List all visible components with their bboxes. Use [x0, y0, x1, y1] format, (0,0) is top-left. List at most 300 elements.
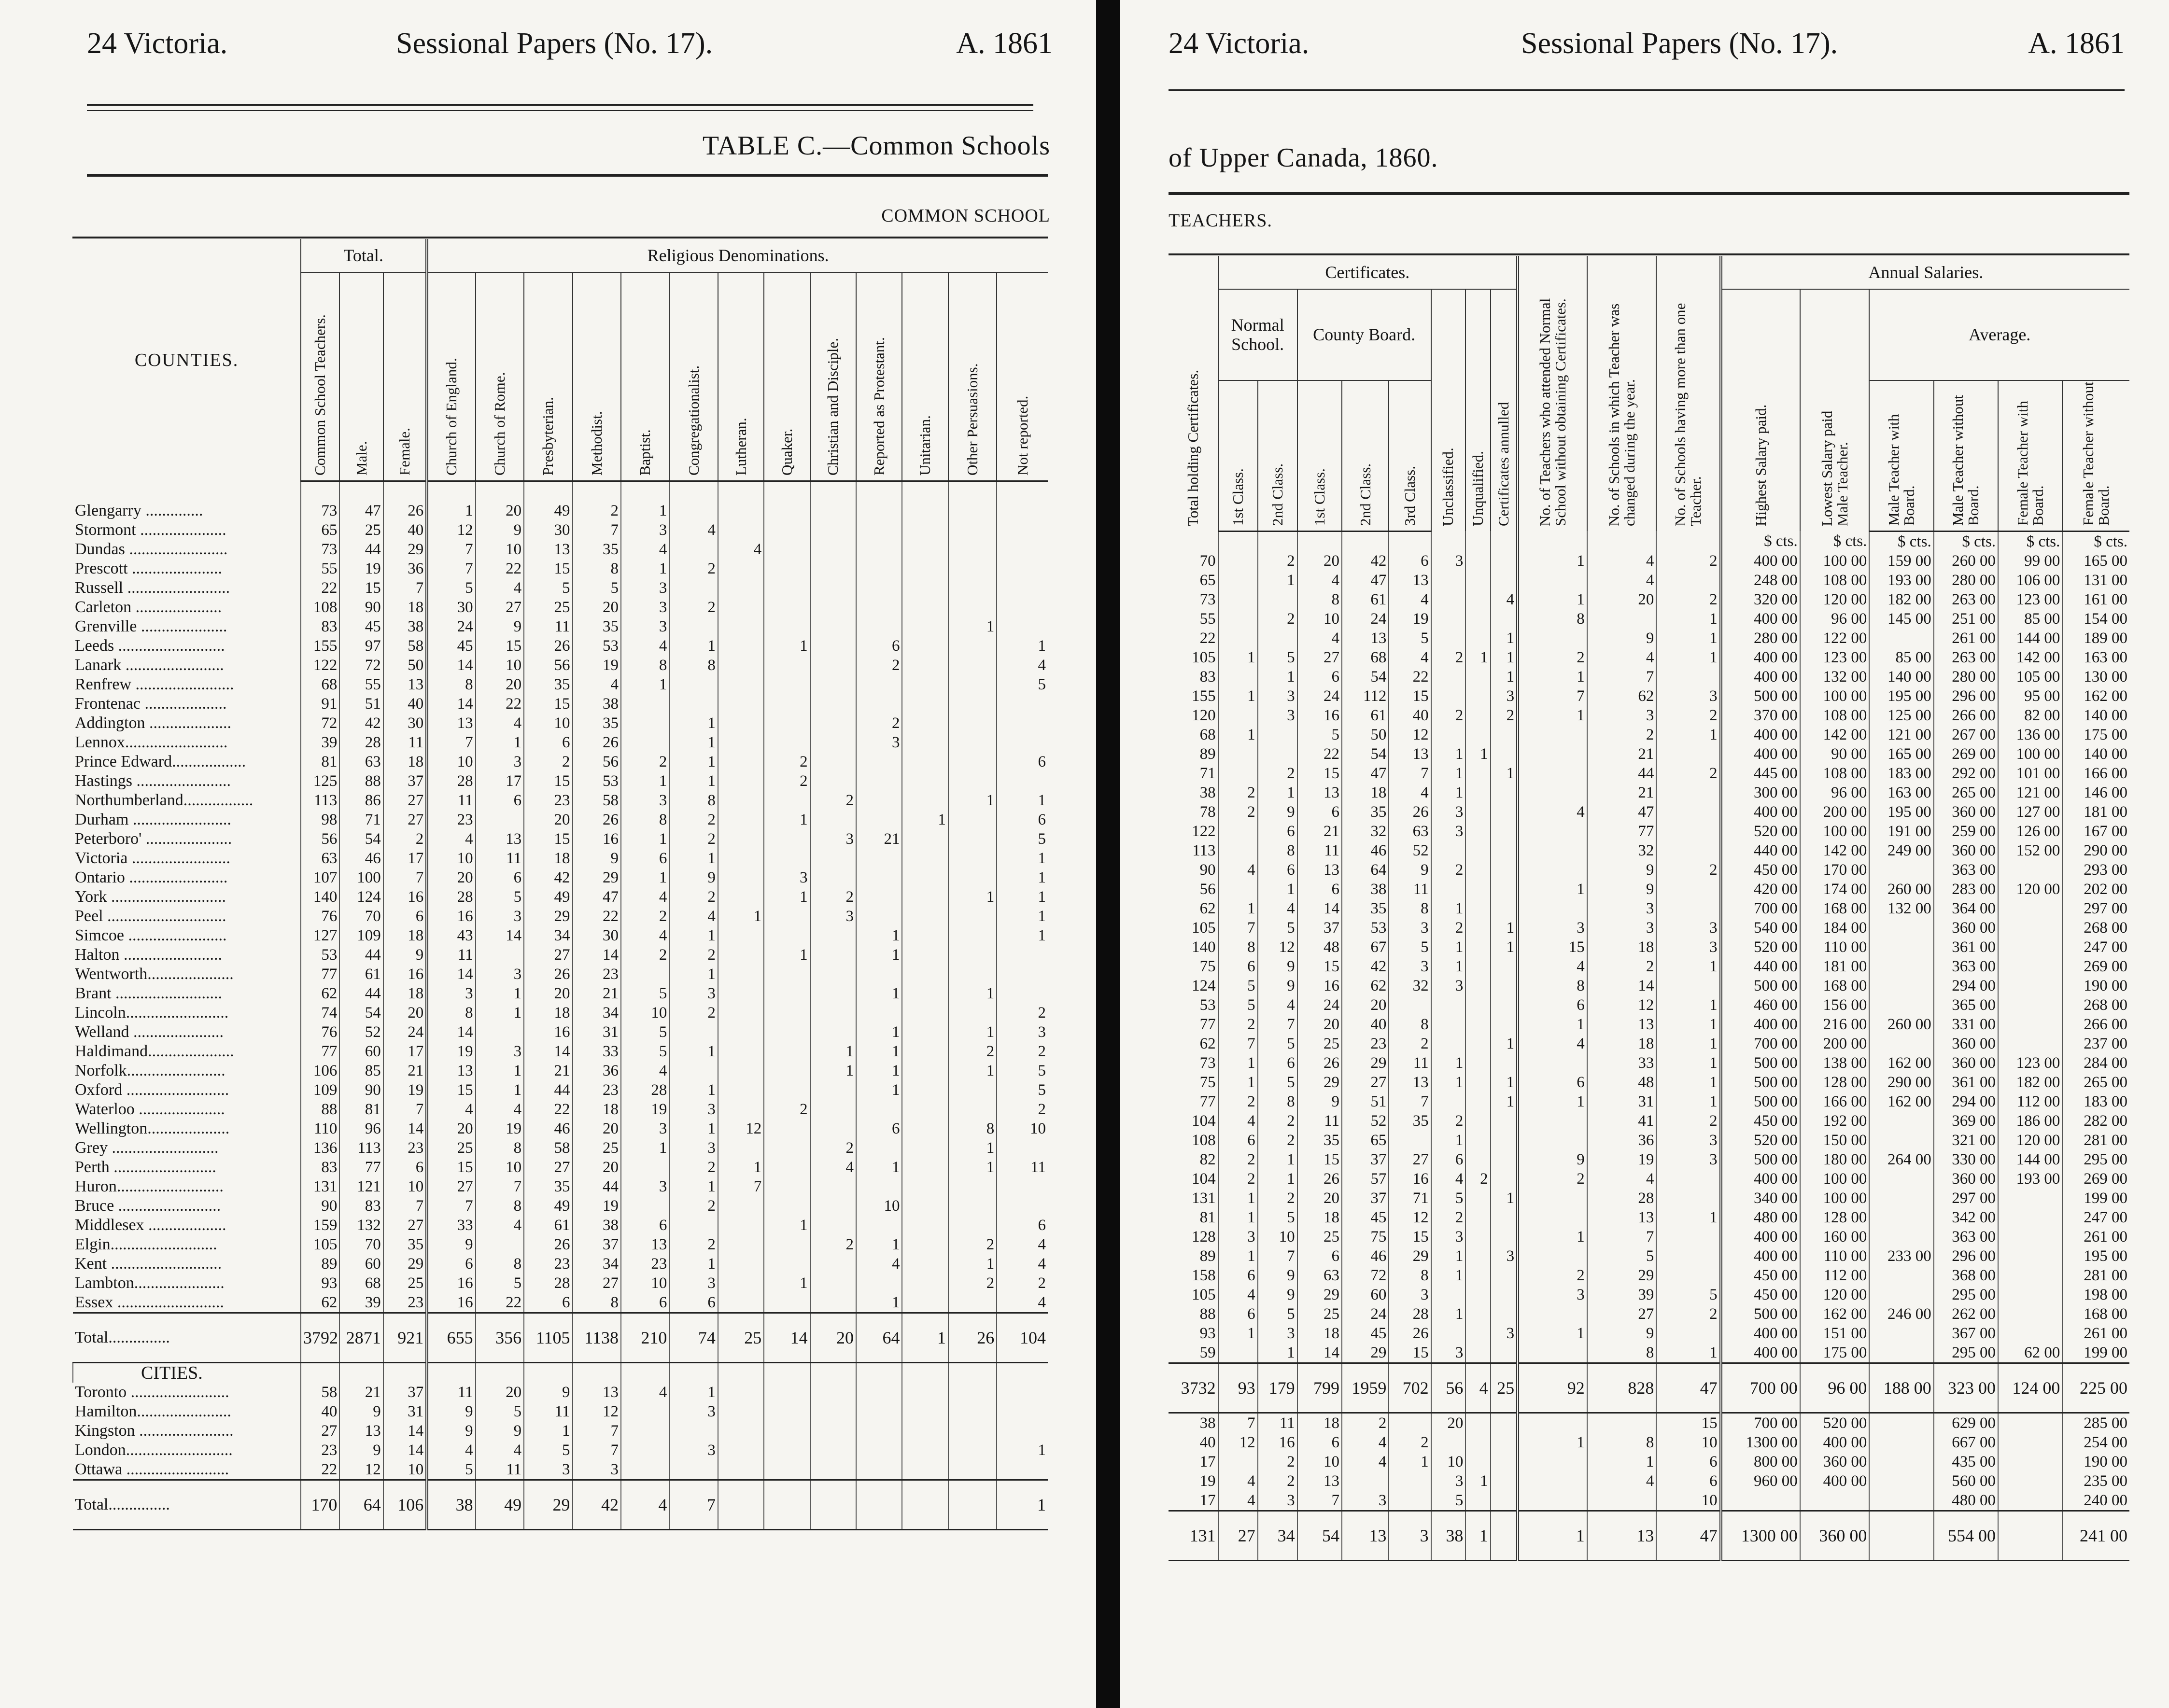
right-page	[1120, 0, 2169, 1708]
cell	[810, 1480, 856, 1530]
cell: 5	[997, 1061, 1048, 1080]
cell: 360 00	[1934, 802, 1998, 822]
row-label: Elgin..........................	[75, 1235, 217, 1253]
cell: 50	[1342, 725, 1389, 744]
cell: 70	[339, 907, 383, 926]
cell: 20	[427, 1119, 475, 1138]
cell	[997, 945, 1048, 965]
cell: 265 00	[2062, 1073, 2129, 1092]
cell	[997, 733, 1048, 752]
cell: 27	[573, 1274, 621, 1293]
cell: 175 00	[1800, 1343, 1870, 1363]
cell: 1	[476, 733, 524, 752]
cell	[1656, 1189, 1720, 1208]
cell: 295 00	[1934, 1343, 1998, 1363]
cell: 40	[301, 1402, 339, 1421]
cell: 2	[997, 1003, 1048, 1022]
cell	[902, 945, 948, 965]
cell: 3	[1491, 1324, 1518, 1343]
cell: 55	[1199, 610, 1216, 628]
cell: 13	[383, 675, 427, 694]
cell	[1998, 1491, 2062, 1511]
cell	[810, 578, 856, 598]
county-row	[1169, 995, 2129, 1015]
cell: 4	[427, 1100, 475, 1119]
cell	[718, 1061, 764, 1080]
cell: 5	[997, 829, 1048, 849]
cell	[718, 1216, 764, 1235]
cell: 16	[427, 1274, 475, 1293]
cell: 1	[1518, 667, 1587, 686]
cell	[997, 501, 1048, 520]
spacer-cell	[476, 481, 524, 502]
cell: 168 00	[1800, 899, 1870, 918]
cell: 167 00	[2062, 822, 2129, 841]
cell: 51	[339, 694, 383, 714]
county-row	[73, 771, 1048, 791]
cell: 500 00	[1721, 1073, 1800, 1092]
cell	[948, 1177, 997, 1196]
row-label: Dundas ........................	[75, 540, 228, 558]
cell	[1218, 880, 1258, 899]
cell: 166 00	[1800, 1092, 1870, 1111]
cell: 241 00	[2062, 1511, 2129, 1560]
cell: 19	[427, 1042, 475, 1061]
cell: 11	[427, 1383, 475, 1402]
cell	[856, 1216, 902, 1235]
cell: 28	[427, 771, 475, 791]
cell: 10	[1297, 1452, 1342, 1471]
cell	[1465, 1189, 1490, 1208]
header-regnal-year: 24 Victoria.	[1169, 27, 1310, 60]
county-row	[1169, 551, 2129, 571]
cell: 22	[476, 559, 524, 578]
cell: 14	[573, 945, 621, 965]
cell: 629 00	[1934, 1414, 1998, 1433]
cell: 3	[1587, 918, 1657, 938]
cell: 1	[1491, 1092, 1518, 1111]
cell: 3732	[1169, 1363, 1218, 1413]
cell: 1	[764, 1216, 810, 1235]
city-row	[73, 1383, 1048, 1402]
cell: 4	[997, 1235, 1048, 1254]
cell: 29	[1297, 1285, 1342, 1304]
cell: 1	[1431, 938, 1466, 957]
cell: 35	[1389, 1111, 1431, 1131]
cell: 2	[1431, 860, 1466, 880]
cell: 9	[476, 1421, 524, 1441]
cell: 1	[997, 1441, 1048, 1460]
cell	[1218, 667, 1258, 686]
cell	[1869, 1266, 1933, 1285]
cell	[1869, 957, 1933, 976]
cell: 96 00	[1800, 609, 1870, 629]
cell	[1518, 1304, 1587, 1324]
cell: 152 00	[1998, 841, 2062, 860]
cell	[621, 1158, 669, 1177]
cell	[718, 714, 764, 733]
cell: 1	[1258, 1169, 1297, 1189]
cell: 12	[1218, 1433, 1258, 1452]
cell: 155	[301, 636, 339, 656]
cell: 38	[1199, 784, 1216, 801]
cell: 8	[669, 791, 718, 810]
cell	[1998, 1015, 2062, 1034]
cell: 8	[476, 1254, 524, 1274]
cell	[1465, 590, 1490, 609]
row-label: Hamilton.......................	[75, 1402, 231, 1420]
cell: 15	[524, 829, 572, 849]
cell	[1587, 1491, 1657, 1511]
cell: 43	[427, 926, 475, 945]
cell	[810, 1441, 856, 1460]
header-year: A. 1861	[956, 27, 1053, 60]
cell: 247 00	[2062, 1208, 2129, 1227]
cell: 450 00	[1721, 1266, 1800, 1285]
cell: 4	[1465, 1363, 1490, 1413]
cell: 25	[1297, 1304, 1342, 1324]
cell: 1	[669, 636, 718, 656]
cell: 3	[669, 1138, 718, 1158]
cell: 1	[1431, 764, 1466, 783]
cell: 23	[621, 1254, 669, 1274]
cell	[1998, 1304, 2062, 1324]
cell: 52	[1342, 1111, 1389, 1131]
cell	[948, 907, 997, 926]
cell: 13	[1587, 1208, 1657, 1227]
cell: 13	[1587, 1015, 1657, 1034]
cell: 28	[524, 1274, 572, 1293]
cell: 450 00	[1721, 1285, 1800, 1304]
cell	[948, 1363, 997, 1383]
cell: 450 00	[1721, 1111, 1800, 1131]
row-label: Lambton......................	[75, 1274, 225, 1292]
cell: 62	[1342, 976, 1389, 995]
cell: 264 00	[1869, 1150, 1933, 1169]
cell: 30	[427, 598, 475, 617]
county-row	[73, 1235, 1048, 1254]
cell: 3	[524, 1460, 572, 1480]
cell: 16	[1297, 976, 1342, 995]
cell: 7	[383, 1100, 427, 1119]
cell	[810, 1080, 856, 1100]
cell	[1869, 1511, 1933, 1560]
row-label: Frontenac ....................	[75, 695, 227, 713]
header-rule	[1169, 89, 2125, 91]
cell: 1	[1218, 725, 1258, 744]
col-male: Male.	[339, 272, 383, 481]
cell: 44	[339, 984, 383, 1003]
cell	[669, 1022, 718, 1042]
cell: 30	[383, 714, 427, 733]
col-county-2nd: 2nd Class.	[1342, 380, 1389, 532]
cell: 367 00	[1934, 1324, 1998, 1343]
group-county-board: County Board.	[1297, 289, 1431, 380]
cell: 31	[1587, 1092, 1657, 1111]
cell: 285 00	[2062, 1414, 2129, 1433]
spacer-cell	[810, 481, 856, 502]
cell: 225 00	[2062, 1363, 2129, 1413]
cell	[1518, 1246, 1587, 1266]
spacer-cell	[764, 481, 810, 502]
cell: 1	[997, 868, 1048, 887]
cell: 21	[339, 1383, 383, 1402]
cell: 7	[1587, 1227, 1657, 1246]
city-total-row	[73, 1480, 1048, 1530]
cell	[1465, 841, 1490, 860]
county-row	[1169, 590, 2129, 609]
cell: 132	[339, 1216, 383, 1235]
header-sessional-papers: Sessional Papers (No. 17).	[396, 27, 713, 60]
row-label: Prescott ......................	[75, 560, 223, 577]
cell: 7	[1218, 1034, 1258, 1053]
cell: 26	[573, 810, 621, 829]
county-row	[73, 540, 1048, 559]
cell	[810, 1254, 856, 1274]
cell: $ cts.	[1998, 531, 2062, 551]
cell: 10	[476, 656, 524, 675]
cell: 37	[383, 771, 427, 791]
cell: 450 00	[1721, 860, 1800, 880]
cell: 216 00	[1800, 1015, 1870, 1034]
cell: 281 00	[2062, 1266, 2129, 1285]
cell: 23	[573, 1080, 621, 1100]
row-label: Victoria ........................	[75, 849, 230, 867]
col-presbyterian: Presbyterian.	[524, 272, 572, 481]
group-annual-salaries: Annual Salaries.	[1721, 256, 2129, 289]
col-unitarian: Unitarian.	[902, 272, 948, 481]
cell: 246 00	[1869, 1304, 1933, 1324]
cell: 2	[856, 714, 902, 733]
cell	[902, 1119, 948, 1138]
cell: 5	[621, 1042, 669, 1061]
cell: 4	[810, 1158, 856, 1177]
cell: 3	[997, 1022, 1048, 1042]
cell: 1	[1431, 957, 1466, 976]
county-row	[73, 1042, 1048, 1061]
cell: 165 00	[2062, 551, 2129, 571]
cell	[764, 1480, 810, 1530]
cell: 38	[1342, 880, 1389, 899]
cell: 1	[948, 1022, 997, 1042]
cell: 65	[1342, 1131, 1389, 1150]
cell	[1465, 571, 1490, 590]
cell: 10	[383, 1177, 427, 1196]
cell	[948, 1480, 997, 1530]
cell	[856, 617, 902, 636]
cell: 27	[524, 945, 572, 965]
cell: 4	[1491, 590, 1518, 609]
cell	[718, 1363, 764, 1383]
cell: 42	[339, 714, 383, 733]
county-row	[73, 675, 1048, 694]
cell: 77	[1587, 822, 1657, 841]
cell: 1	[764, 636, 810, 656]
cell: 64	[339, 1480, 383, 1530]
cell: 1	[1258, 571, 1297, 590]
cell: 57	[1342, 1169, 1389, 1189]
cell: 26	[383, 501, 427, 520]
cell: 199 00	[2062, 1189, 2129, 1208]
cell	[1518, 1452, 1587, 1471]
cell: 123 00	[1998, 1053, 2062, 1073]
cell: 21	[524, 1061, 572, 1080]
cell: 4	[1587, 551, 1657, 571]
cell: 5	[621, 984, 669, 1003]
cell: 142 00	[1998, 648, 2062, 667]
county-row	[73, 501, 1048, 520]
cell	[1431, 609, 1466, 629]
cell: 110 00	[1800, 938, 1870, 957]
cell: 2	[383, 829, 427, 849]
cell: 52	[1389, 841, 1431, 860]
cell: 14	[383, 1441, 427, 1460]
cell: 4	[1218, 1491, 1258, 1511]
cell: 9	[1258, 957, 1297, 976]
cell: 11	[1258, 1414, 1297, 1433]
cell: 121 00	[1998, 783, 2062, 802]
cell: 8	[1258, 1092, 1297, 1111]
cell	[764, 1080, 810, 1100]
cell: 110	[301, 1119, 339, 1138]
cell: 110 00	[1800, 1246, 1870, 1266]
cell: 3	[1587, 706, 1657, 725]
cell	[1518, 1208, 1587, 1227]
col-female-with-board: Female Teacher with Board.	[1998, 380, 2062, 532]
cell: 35	[383, 1235, 427, 1254]
cell	[948, 945, 997, 965]
cell	[1218, 531, 1258, 551]
cell	[718, 791, 764, 810]
cell: 5	[1297, 725, 1342, 744]
county-row	[1169, 802, 2129, 822]
cell	[764, 965, 810, 984]
cell: 5	[524, 578, 572, 598]
cell: 100 00	[1998, 744, 2062, 764]
cell	[718, 520, 764, 540]
cell	[1869, 1227, 1933, 1246]
cell: 24	[1342, 1304, 1389, 1324]
cell: 18	[1297, 1324, 1342, 1343]
cell: 100 00	[1800, 1169, 1870, 1189]
cell: 1	[856, 1293, 902, 1313]
cell	[764, 1363, 810, 1383]
cell: 42	[524, 868, 572, 887]
cell: 3	[1656, 686, 1720, 706]
cell	[1998, 976, 2062, 995]
cell: 22	[476, 1293, 524, 1313]
cell: 109	[301, 1080, 339, 1100]
cell: 6	[524, 1293, 572, 1313]
cell: 91	[301, 694, 339, 714]
cell: 4	[1258, 995, 1297, 1015]
county-row	[73, 636, 1048, 656]
cell: 58	[383, 636, 427, 656]
cell: 1	[1518, 1324, 1587, 1343]
cell: 15	[339, 578, 383, 598]
cell	[1869, 1324, 1933, 1343]
cell: 198 00	[2062, 1285, 2129, 1304]
cell: 6	[1297, 802, 1342, 822]
cell	[1491, 1266, 1518, 1285]
cell: 1	[669, 965, 718, 984]
cell: 10	[1656, 1491, 1720, 1511]
cell: 4	[476, 578, 524, 598]
cell: 65	[1199, 571, 1216, 589]
county-row	[1169, 1324, 2129, 1343]
cell: 32	[1342, 822, 1389, 841]
cell	[902, 540, 948, 559]
cell	[1258, 744, 1297, 764]
cell: 34	[573, 1254, 621, 1274]
cell: 2	[1518, 1266, 1587, 1285]
cell: 76	[301, 1022, 339, 1042]
cell: 72	[1342, 1266, 1389, 1285]
cell	[1389, 1131, 1431, 1150]
cell: 4	[1389, 783, 1431, 802]
row-label: Waterloo .....................	[75, 1100, 225, 1118]
cell	[1389, 1491, 1431, 1511]
cell: 1	[764, 887, 810, 907]
cell: 360 00	[1934, 918, 1998, 938]
cell: 11	[476, 1460, 524, 1480]
cell	[1297, 531, 1342, 551]
cell: 63	[1389, 822, 1431, 841]
cell	[621, 1460, 669, 1480]
county-row	[1169, 725, 2129, 744]
cell: 163 00	[2062, 648, 2129, 667]
cell: 98	[301, 810, 339, 829]
cell: 108	[1192, 1131, 1216, 1149]
cell: 90	[339, 1080, 383, 1100]
cell: 7	[669, 1480, 718, 1530]
cell: 2	[810, 1235, 856, 1254]
cell: 29	[1587, 1266, 1657, 1285]
cell: 6	[427, 1254, 475, 1274]
cell	[718, 1383, 764, 1402]
cell	[948, 714, 997, 733]
county-row	[73, 598, 1048, 617]
county-row	[73, 829, 1048, 849]
cell: 28	[1587, 1189, 1657, 1208]
cell: 132 00	[1800, 667, 1870, 686]
cell: 4	[427, 829, 475, 849]
cell	[1431, 1092, 1466, 1111]
cell: 1	[902, 810, 948, 829]
cell	[718, 617, 764, 636]
cell	[1518, 1471, 1587, 1491]
cell: 235 00	[2062, 1471, 2129, 1491]
cell: 16	[383, 965, 427, 984]
cell: 12	[1389, 1208, 1431, 1227]
cell: 105	[1192, 1286, 1216, 1303]
cell: 6	[1297, 880, 1342, 899]
cell	[764, 907, 810, 926]
cell: 34	[573, 1003, 621, 1022]
cell: 23	[427, 810, 475, 829]
cell	[856, 1402, 902, 1421]
cell	[948, 965, 997, 984]
cell: 67	[1342, 938, 1389, 957]
cell: 10	[476, 540, 524, 559]
cell: 2	[1218, 783, 1258, 802]
cell: 4	[621, 540, 669, 559]
cell	[764, 656, 810, 675]
cell	[764, 1003, 810, 1022]
cell: 360 00	[1934, 1169, 1998, 1189]
cell	[1389, 531, 1431, 551]
cell: 26	[524, 965, 572, 984]
